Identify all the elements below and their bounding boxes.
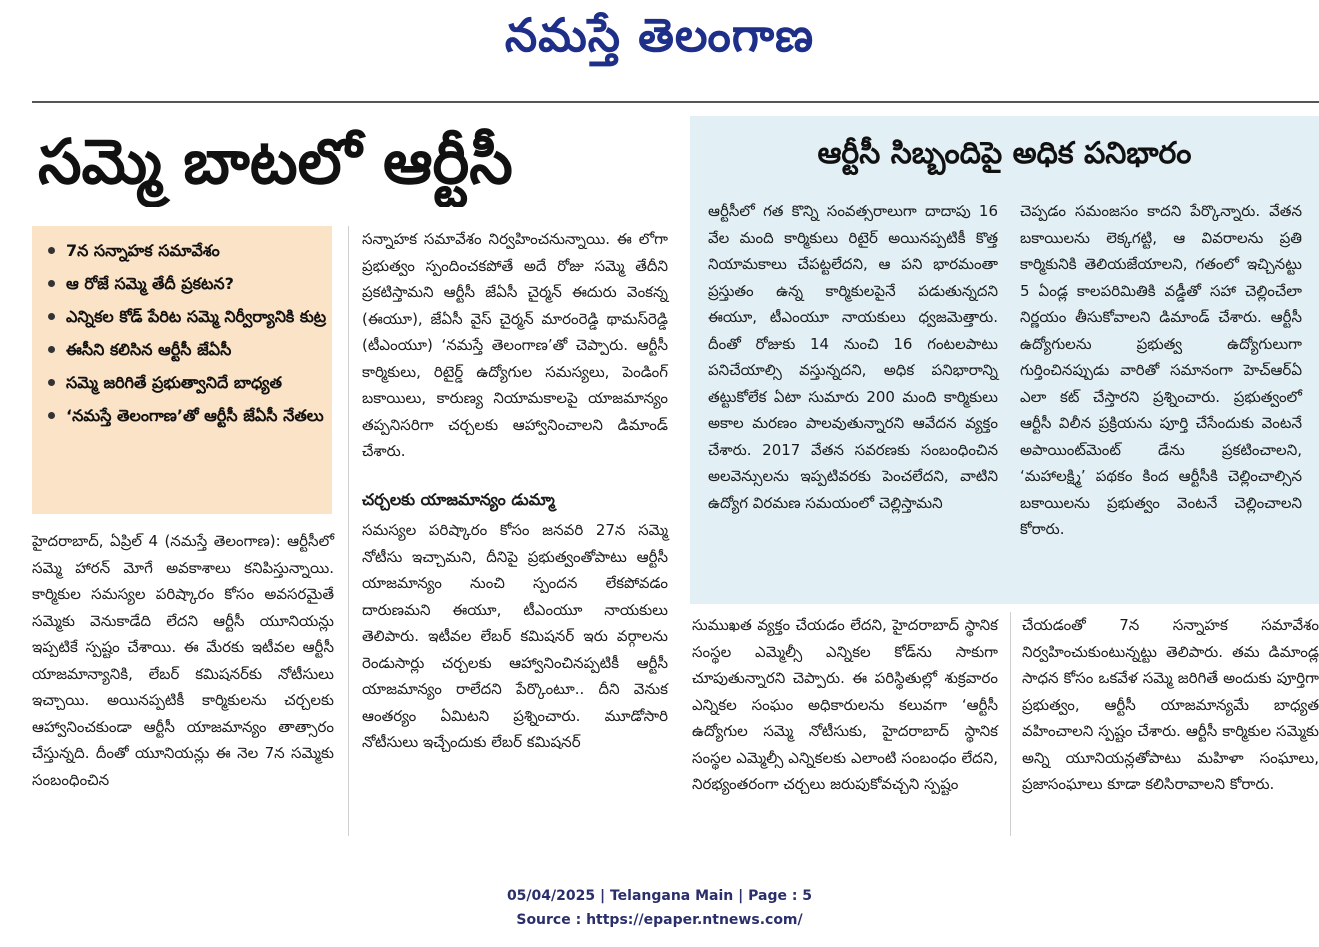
newspaper-masthead: నమస్తే తెలంగాణ — [504, 8, 815, 62]
article-column-1 — [32, 528, 334, 793]
bullet-icon — [48, 412, 55, 419]
article-paragraph: సుముఖత వ్యక్తం చేయడం లేదని, హైదరాబాద్ స్థానిక సంస్థల ఎమ్మెల్సీ ఎన్నికల కోడ్‌ను సాకుగా చూపుతున్నారని చెప్పారు. ఈ పరిస్థితుల్లో శుక్రవారం ఎన్నికల సంఘం అధికారులను కలువగా ‘ఆర్టీసీ ఉద్యోగుల సమ్మె నోటీసుకు, హైదరాబాద్ స్థానిక సంస్థల ఎమ్మెల్సీ ఎన్నికలకు ఎలాంటి సంబంధం లేదని, నిరభ్యంతరంగా చర్చలు జరుపుకోవచ్చని స్పష్టం — [692, 616, 998, 793]
column-divider — [348, 226, 349, 836]
footer-source-link[interactable]: Source : https://epaper.ntnews.com/ — [516, 912, 803, 928]
page-footer — [0, 884, 1319, 932]
article-headline: సమ్మె బాటలో ఆర్టీసీ — [38, 125, 513, 198]
highlight-text: ఎన్నికల కోడ్ పేరిట సమ్మె నిర్వీర్యానికి కుట్ర — [66, 307, 327, 326]
bullet-icon — [48, 379, 55, 386]
article-subheading: చర్చలకు యాజమాన్యం డుమ్మా — [362, 489, 555, 509]
masthead-divider — [32, 101, 1319, 103]
article-column-3 — [692, 612, 998, 798]
highlight-text: ఆ రోజే సమ్మె తేదీ ప్రకటన? — [66, 274, 234, 293]
footer-date-edition: 05/04/2025 | Telangana Main | Page : 5 — [506, 888, 813, 904]
sidebar-column-1: ఆర్టీసీలో గత కొన్ని సంవత్సరాలుగా దాదాపు 16 వేల మంది కార్మికులు రిటైర్ అయినప్పటికీ కొత్త నియామకాలు చేపట్టలేదని, ఆ పని భారమంతా ప్రస్తుతం ఉన్న కార్మికులపైనే పడుతున్నదని ఈయూ, టీఎంయూ నాయకులు ధ్వజమెత్తారు. దీంతో రోజుకు 14 నుంచి 16 గంటలపాటు పనిచేయాల్సి వస్తున్నదని, అధిక పనిభారాన్ని తట్టుకోలేక ఏటా సుమారు 200 మంది కార్మికులు అకాల మరణం పాలవుతున్నారని ఆవేదన వ్యక్తం చేశారు. 2017 వేతన సవరణకు సంబంధించిన అలవెన్సులను ఇప్పటివరకు పెంచలేదని, వాటిని ఉద్యోగ విరమణ సమయంలో చెల్లిస్తామని — [708, 202, 998, 512]
sidebar-title: ఆర్టీసీ సిబ్బందిపై అధిక పనిభారం — [817, 136, 1192, 171]
bullet-icon — [48, 346, 55, 353]
sidebar-box — [690, 116, 1319, 604]
highlight-item — [42, 234, 328, 267]
highlight-item — [42, 267, 328, 300]
highlight-text: సమ్మె జరిగితే ప్రభుత్వానిదే బాధ్యత — [66, 373, 282, 392]
highlight-item — [42, 300, 328, 333]
highlight-text: ఈసీని కలిసిన ఆర్టీసీ జేఏసీ — [66, 340, 232, 359]
highlight-text: ‘నమస్తే తెలంగాణ’తో ఆర్టీసీ జేఏసీ నేతలు — [66, 406, 324, 425]
sidebar-column-2: చెప్పడం సమంజసం కాదని పేర్కొన్నారు. వేతన బకాయిలను లెక్కగట్టి, ఆ వివరాలను ప్రతి కార్మికునికి తెలియజేయాలని, గతంలో ఇచ్చినట్టు 5 ఏండ్ల కాలపరిమితికి వడ్డీతో సహా చెల్లించేలా నిర్ణయం తీసుకోవాలని డిమాండ్ చేశారు. ఆర్టీసీ ఉద్యోగులను ప్రభుత్వ ఉద్యోగులుగా గుర్తించినప్పుడు వారితో సమానంగా హెచ్‌ఆర్‌ఏ ఎలా కట్ చేస్తారని ప్రశ్నించారు. ప్రభుత్వంలో ఆర్టీసీ విలీన ప్రక్రియను పూర్తి చేసేందుకు వెంటనే అపాయింట్‌మెంట్ డేను ప్రకటించాలని, ‘మహాలక్ష్మి’ పథకం కింద ఆర్టీసీకి చెల్లించాల్సిన బకాయిలను ప్రభుత్వం వెంటనే చెల్లించాలని కోరారు. — [1020, 202, 1302, 538]
article-paragraph: సన్నాహక సమావేశం నిర్వహించనున్నాయి. ఈ లోగా ప్రభుత్వం స్పందించకపోతే అదే రోజు సమ్మె తేదీని ప్రకటిస్తామని ఆర్టీసీ జేఏసీ చైర్మన్ ఈదురు వెంకన్న (ఈయూ), జేఏసీ వైస్ చైర్మన్ మారంరెడ్డి థామస్‌రెడ్డి (టీఎంయూ) ‘నమస్తే తెలంగాణ’తో చెప్పారు. ఆర్టీసీ కార్మికులు, రిటైర్డ్ ఉద్యోగుల సమస్యలు, పెండింగ్ బకాయిలు, కారుణ్య నియామకాలపై యాజమాన్యం తప్పనిసరిగా చర్చలకు ఆహ్వానించాలని డిమాండ్ చేశారు. — [362, 230, 668, 460]
highlight-item — [42, 333, 328, 366]
article-paragraph: చేయడంతో 7న సన్నాహక సమావేశం నిర్వహించుకుంటున్నట్టు తెలిపారు. తమ డిమాండ్ల సాధన కోసం ఒకవేళ సమ్మె జరిగితే అందుకు పూర్తిగా ప్రభుత్వం, ఆర్టీసీ యాజమాన్యమే బాధ్యత వహించాలని స్పష్టం చేశారు. ఆర్టీసీ కార్మికుల సమ్మెకు అన్ని యూనియన్లతోపాటు మహిళా సంఘాలు, ప్రజాసంఘాలు కూడా కలిసిరావాలని కోరారు. — [1022, 616, 1319, 793]
highlight-item — [42, 366, 328, 399]
highlights-box — [32, 226, 332, 514]
highlight-text: 7న సన్నాహక సమావేశం — [66, 241, 220, 260]
bullet-icon — [48, 247, 55, 254]
article-paragraph: హైదరాబాద్, ఏప్రిల్ 4 (నమస్తే తెలంగాణ): ఆర్టీసీలో సమ్మె హారన్ మోగే అవకాశాలు కనిపిస్తున్నాయి. కార్మికుల సమస్యల పరిష్కారం కోసం అవసరమైతే సమ్మెకు వెనుకాడేది లేదని ఆర్టీసీ యూనియన్లు ఇప్పటికే స్పష్టం చేశాయి. ఈ మేరకు ఇటీవల ఆర్టీసీ యాజమాన్యానికి, లేబర్ కమిషనర్‌కు నోటీసులు ఇచ్చాయి. అయినప్పటికీ కార్మికులను చర్చలకు ఆహ్వానించకుండా ఆర్టీసీ యాజమాన్యం తాత్సారం చేస్తున్నది. దీంతో యూనియన్లు ఈ నెల 7న సమ్మెకు సంబంధించిన — [32, 532, 334, 789]
highlight-item — [42, 399, 328, 432]
bullet-icon — [48, 313, 55, 320]
bullet-icon — [48, 280, 55, 287]
highlights-list — [42, 234, 328, 432]
article-paragraph: సమస్యల పరిష్కారం కోసం జనవరి 27న సమ్మె నోటీసు ఇచ్చామని, దీనిపై ప్రభుత్వంతోపాటు ఆర్టీసీ యాజమాన్యం నుంచి స్పందన లేకపోవడం దారుణమని ఈయూ, టీఎంయూ నాయకులు తెలిపారు. ఇటీవల లేబర్ కమిషనర్ ఇరు వర్గాలను రెండుసార్లు చర్చలకు ఆహ్వానించినప్పటికీ ఆర్టీసీ యాజమాన్యం రాలేదని పేర్కొంటూ.. దీని వెనుక ఆంతర్యం ఏమిటని ప్రశ్నించారు. మూడోసారి నోటీసులు ఇచ్చేందుకు లేబర్ కమిషనర్ — [362, 521, 668, 751]
article-column-2 — [362, 226, 668, 756]
column-divider — [1010, 612, 1011, 836]
article-column-4 — [1022, 612, 1319, 798]
